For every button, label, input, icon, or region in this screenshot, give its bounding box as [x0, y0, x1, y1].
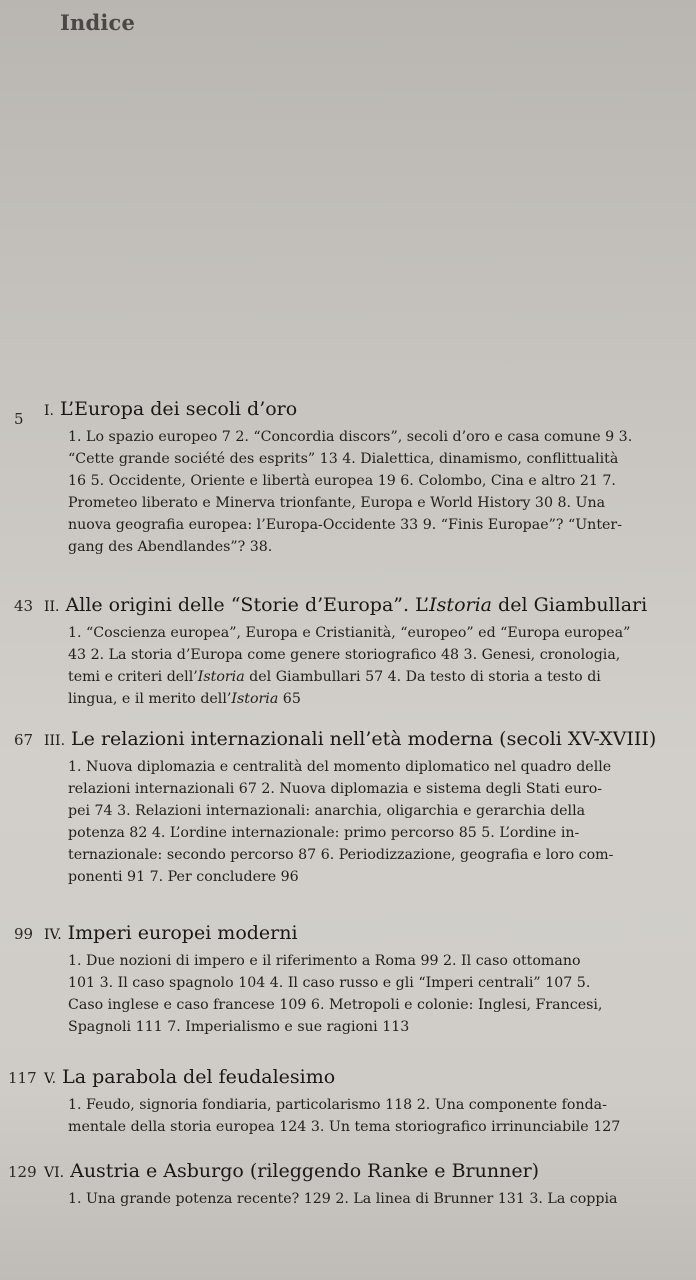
chapter-page-number: 43 [14, 597, 34, 615]
chapter-numeral: VI. [44, 1165, 65, 1181]
chapter-numeral: III. [44, 733, 66, 749]
contents-line: nuova geografia europea: l’Europa-Occidente 33 9. “Finis Europae”? “Unter- [68, 517, 622, 533]
chapter-title-italic: Istoria [429, 594, 492, 616]
chapter-title-text: del Giambullari [492, 594, 648, 616]
chapter-numeral: II. [44, 599, 60, 615]
contents-line: pei 74 3. Relazioni internazionali: anarchia, oligarchia e gerarchia della [68, 803, 586, 819]
contents-line [68, 666, 662, 688]
chapter-title [44, 1160, 539, 1182]
chapter-title-text: Austria e Asburgo (rileggendo Ranke e Brunner) [70, 1160, 540, 1182]
contents-italic: Istoria [231, 691, 279, 707]
chapter-contents [68, 622, 662, 710]
contents-italic: Istoria [197, 669, 245, 685]
chapter-contents [68, 1094, 678, 1138]
contents-line: “Cette grande société des esprits” 13 4. Dialettica, dinamismo, conflittualità [68, 451, 619, 467]
contents-line: 43 2. La storia d’Europa come genere storiografico 48 3. Genesi, cronologia, [68, 647, 621, 663]
contents-line: 16 5. Occidente, Oriente e libertà europea 19 6. Colombo, Cina e altro 21 7. [68, 473, 616, 489]
contents-line: 101 3. Il caso spagnolo 104 4. Il caso russo e gli “Imperi centrali” 107 5. [68, 975, 591, 991]
contents-line: 1. Due nozioni di impero e il riferimento a Roma 99 2. Il caso ottomano [68, 953, 581, 969]
chapter-title-text: Le relazioni internazionali nell’età moderna (secoli XV-XVIII) [71, 728, 657, 750]
contents-text: 65 [278, 691, 301, 707]
contents-line: ponenti 91 7. Per concludere 96 [68, 869, 299, 885]
contents-line: 1. Una grande potenza recente? 129 2. La linea di Brunner 131 3. La coppia [68, 1191, 618, 1207]
contents-line: relazioni internazionali 67 2. Nuova diplomazia e sistema degli Stati euro- [68, 781, 603, 797]
chapter-page-number: 129 [8, 1163, 37, 1181]
contents-line: 1. Feudo, signoria fondiaria, particolarismo 118 2. Una componente fonda- [68, 1097, 607, 1113]
contents-text: temi e criteri dell’ [68, 669, 198, 685]
contents-line: potenza 82 4. L’ordine internazionale: primo percorso 85 5. L’ordine in- [68, 825, 580, 841]
contents-line: gang des Abendlandes”? 38. [68, 539, 273, 555]
chapter-page-number: 99 [14, 925, 34, 943]
contents-line: Spagnoli 111 7. Imperialismo e sue ragioni 113 [68, 1019, 410, 1035]
chapter-contents [68, 756, 662, 888]
contents-text: lingua, e il merito dell’ [68, 691, 232, 707]
contents-line: mentale della storia europea 124 3. Un tema storiografico irrinunciabile 127 [68, 1119, 621, 1135]
chapter-title [44, 398, 297, 420]
chapter-numeral: I. [44, 403, 54, 419]
contents-line [68, 688, 662, 710]
chapter-page-number: 67 [14, 731, 34, 749]
chapter-title-text: La parabola del feudalesimo [62, 1066, 336, 1088]
chapter-title-text: Alle origini delle “Storie d’Europa”. L’ [65, 594, 430, 616]
contents-line: ternazionale: secondo percorso 87 6. Periodizzazione, geografia e loro com- [68, 847, 614, 863]
chapter-title-text: L’Europa dei secoli d’oro [59, 398, 298, 420]
chapter-page-number: 117 [8, 1069, 37, 1087]
chapter-title [44, 1066, 335, 1088]
chapter-title [44, 594, 647, 616]
chapter-title-text: Imperi europei moderni [67, 922, 298, 944]
chapter-contents [68, 1188, 678, 1210]
chapter-page-number: 5 [14, 410, 24, 428]
chapter-numeral: V. [44, 1071, 57, 1087]
chapter-contents [68, 426, 662, 558]
contents-line: Prometeo liberato e Minerva trionfante, Europa e World History 30 8. Una [68, 495, 606, 511]
chapter-contents [68, 950, 662, 1038]
contents-text: del Giambullari 57 4. Da testo di storia a testo di [244, 669, 601, 685]
chapter-numeral: IV. [44, 927, 62, 943]
page-heading: Indice [60, 10, 136, 35]
contents-line: 1. Nuova diplomazia e centralità del momento diplomatico nel quadro delle [68, 759, 612, 775]
contents-line: Caso inglese e caso francese 109 6. Metropoli e colonie: Inglesi, Francesi, [68, 997, 603, 1013]
contents-line: 1. Lo spazio europeo 7 2. “Concordia discors”, secoli d’oro e casa comune 9 3. [68, 429, 633, 445]
contents-line: 1. “Coscienza europea”, Europa e Cristianità, “europeo” ed “Europa europea” [68, 625, 631, 641]
chapter-title [44, 728, 656, 750]
chapter-title [44, 922, 298, 944]
